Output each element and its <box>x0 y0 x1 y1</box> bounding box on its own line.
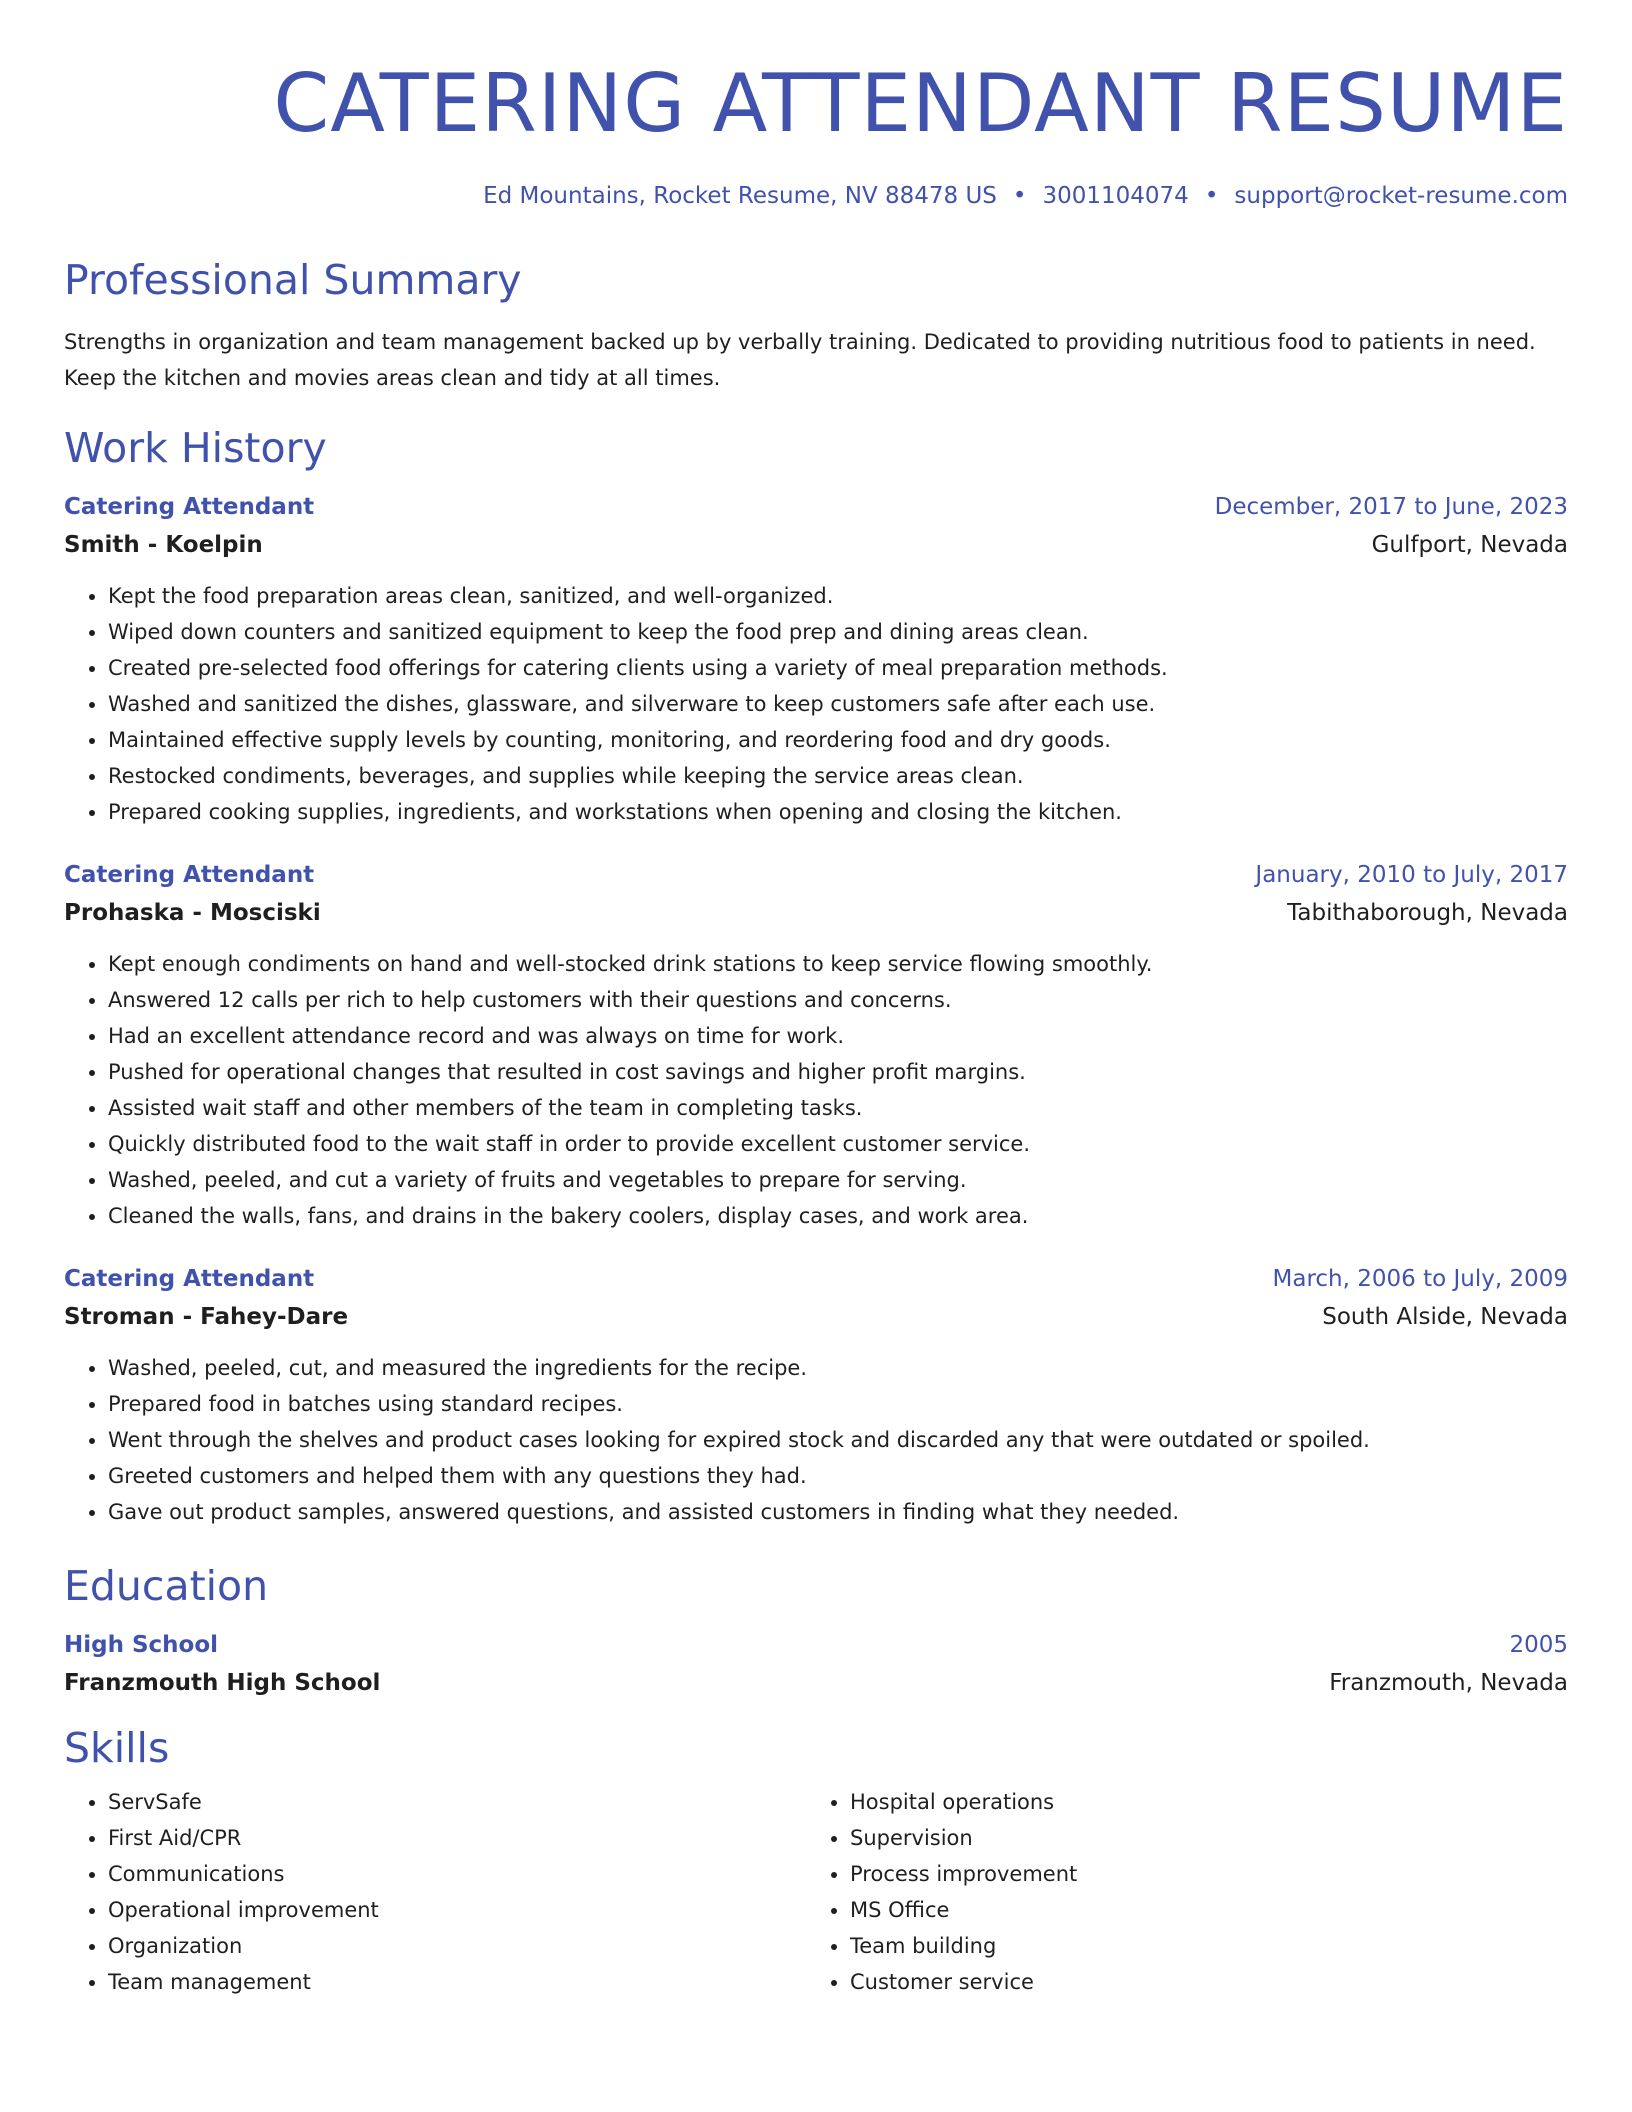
job-location: South Alside, Nevada <box>1322 1304 1568 1330</box>
work-history-heading: Work History <box>64 424 327 472</box>
job-bullet: • Gave out product samples, answered questions, and assisted customers in finding what they needed. <box>108 1494 1568 1530</box>
job-bullet: • Went through the shelves and product cases looking for expired stock and discarded any that were outdated or spoiled. <box>108 1422 1568 1458</box>
job-bullet: • Prepared cooking supplies, ingredients, and workstations when opening and closing the kitchen. <box>108 794 1568 830</box>
job-entry <box>64 856 1568 1234</box>
skills-list <box>64 1784 1568 2000</box>
job-bullet: • Quickly distributed food to the wait staff in order to provide excellent customer service. <box>108 1126 1568 1162</box>
skill-item: • MS Office <box>850 1892 1548 1928</box>
resume-page <box>64 0 1568 2000</box>
education-heading: Education <box>64 1562 269 1610</box>
job-role: Catering Attendant <box>64 1266 315 1292</box>
job-bullet: • Created pre-selected food offerings for catering clients using a variety of meal preparation methods. <box>108 650 1568 686</box>
education-location: Franzmouth, Nevada <box>1329 1670 1568 1696</box>
job-dates: January, 2010 to July, 2017 <box>1255 862 1568 888</box>
job-bullets <box>64 946 1568 1234</box>
job-bullet: • Greeted customers and helped them with any questions they had. <box>108 1458 1568 1494</box>
job-bullet: • Prepared food in batches using standard recipes. <box>108 1386 1568 1422</box>
job-entry <box>64 488 1568 830</box>
job-bullets <box>64 578 1568 830</box>
job-role: Catering Attendant <box>64 494 315 520</box>
contact-line <box>64 180 1568 212</box>
skill-item: • First Aid/CPR <box>108 1820 806 1856</box>
job-dates: March, 2006 to July, 2009 <box>1272 1266 1568 1292</box>
job-dates: December, 2017 to June, 2023 <box>1214 494 1568 520</box>
job-bullet: • Wiped down counters and sanitized equipment to keep the food prep and dining areas clean. <box>108 614 1568 650</box>
job-bullet: • Maintained effective supply levels by counting, monitoring, and reordering food and dry goods. <box>108 722 1568 758</box>
job-bullet: • Washed and sanitized the dishes, glassware, and silverware to keep customers safe after each use. <box>108 686 1568 722</box>
skill-item: • Hospital operations <box>850 1784 1548 1820</box>
job-location: Gulfport, Nevada <box>1371 532 1568 558</box>
job-company: Smith - Koelpin <box>64 532 263 558</box>
education-degree: High School <box>64 1632 219 1658</box>
contact-phone: 3001104074 <box>1042 183 1189 209</box>
skill-item: • Supervision <box>850 1820 1548 1856</box>
job-company: Prohaska - Mosciski <box>64 900 321 926</box>
skill-item: • Team building <box>850 1928 1548 1964</box>
job-bullets <box>64 1350 1568 1530</box>
job-location: Tabithaborough, Nevada <box>1287 900 1568 926</box>
job-bullet: • Washed, peeled, cut, and measured the ingredients for the recipe. <box>108 1350 1568 1386</box>
summary-heading: Professional Summary <box>64 256 522 304</box>
job-entry <box>64 1260 1568 1530</box>
contact-email: support@rocket-resume.com <box>1234 183 1568 209</box>
education-school: Franzmouth High School <box>64 1670 381 1696</box>
skill-item: • Process improvement <box>850 1856 1548 1892</box>
skill-item: • Operational improvement <box>108 1892 806 1928</box>
education-year: 2005 <box>1509 1632 1568 1658</box>
skills-heading: Skills <box>64 1724 170 1772</box>
contact-separator: • <box>1204 183 1219 209</box>
skill-item: • Organization <box>108 1928 806 1964</box>
skills-column-right <box>806 1784 1548 2000</box>
contact-address: Ed Mountains, Rocket Resume, NV 88478 US <box>483 183 997 209</box>
skill-item: • Customer service <box>850 1964 1548 2000</box>
job-bullet: • Answered 12 calls per rich to help customers with their questions and concerns. <box>108 982 1568 1018</box>
job-bullet: • Kept enough condiments on hand and well-stocked drink stations to keep service flowing smoothly. <box>108 946 1568 982</box>
resume-title: CATERING ATTENDANT RESUME <box>273 57 1568 150</box>
skills-column-left <box>64 1784 806 2000</box>
contact-separator: • <box>1012 183 1027 209</box>
job-bullet: • Pushed for operational changes that resulted in cost savings and higher profit margins. <box>108 1054 1568 1090</box>
skill-item: • ServSafe <box>108 1784 806 1820</box>
job-bullet: • Had an excellent attendance record and was always on time for work. <box>108 1018 1568 1054</box>
job-bullet: • Assisted wait staff and other members of the team in completing tasks. <box>108 1090 1568 1126</box>
skill-item: • Communications <box>108 1856 806 1892</box>
job-bullet: • Washed, peeled, and cut a variety of fruits and vegetables to prepare for serving. <box>108 1162 1568 1198</box>
job-company: Stroman - Fahey-Dare <box>64 1304 349 1330</box>
job-bullet: • Restocked condiments, beverages, and supplies while keeping the service areas clean. <box>108 758 1568 794</box>
job-bullet: • Cleaned the walls, fans, and drains in the bakery coolers, display cases, and work area. <box>108 1198 1568 1234</box>
job-bullet: • Kept the food preparation areas clean, sanitized, and well-organized. <box>108 578 1568 614</box>
education-entry <box>64 1626 1568 1702</box>
summary-text: Strengths in organization and team management backed up by verbally training. Dedicated to providing nutritious food to patients in need. Keep the kitchen and movies areas clean and tidy at all times. <box>64 330 1536 390</box>
job-role: Catering Attendant <box>64 862 315 888</box>
skill-item: • Team management <box>108 1964 806 2000</box>
